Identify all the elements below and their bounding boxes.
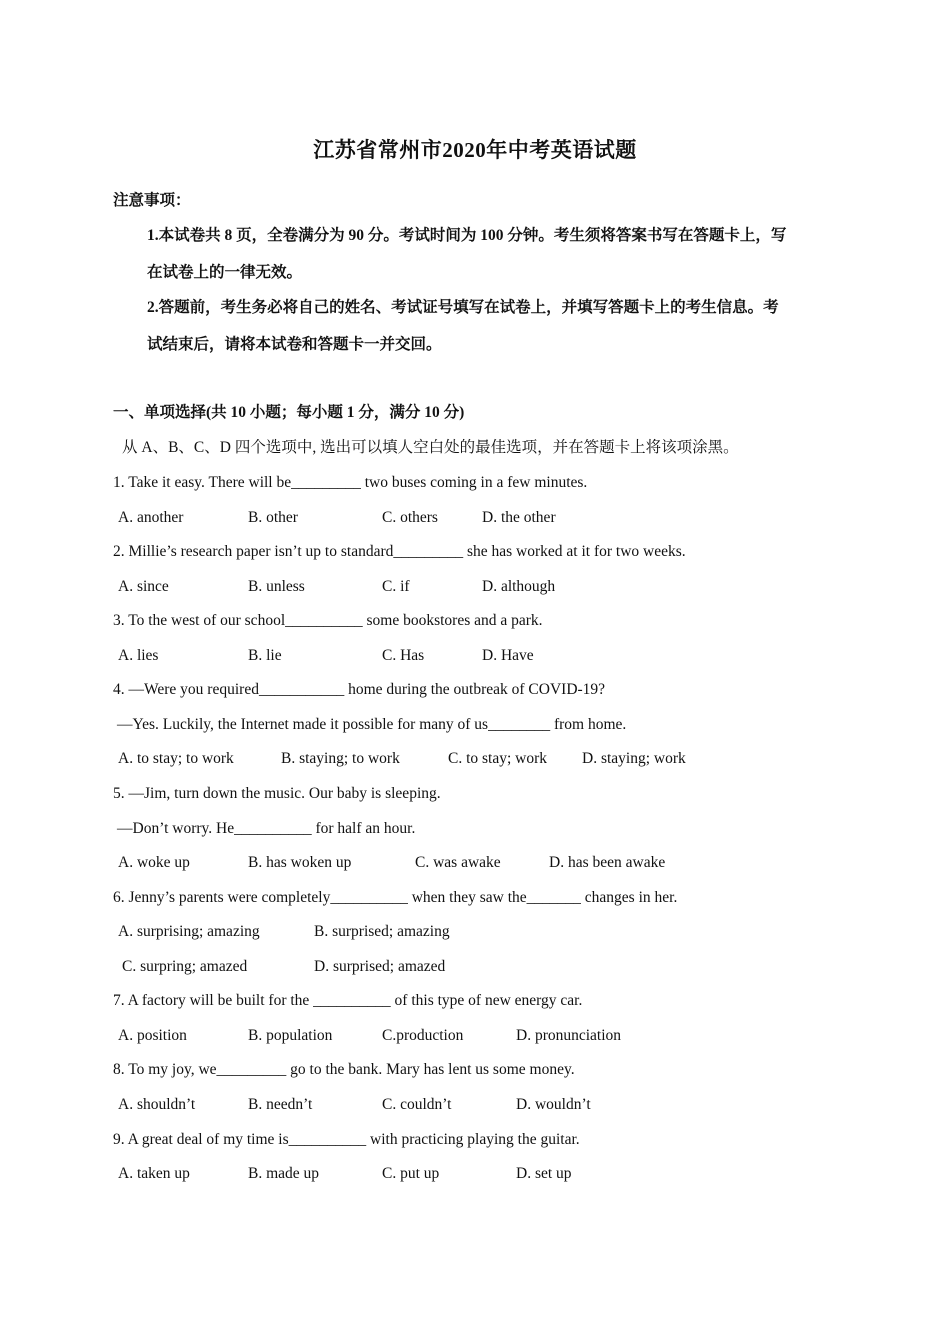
question-9-option-d: D. set up (516, 1165, 572, 1182)
question-5-stem-2: —Don’t worry. He__________ for half an hour. (117, 820, 416, 837)
question-7-option-c: C.production (382, 1027, 464, 1044)
question-8-stem: 8. To my joy, we_________ go to the bank. Mary has lent us some money. (113, 1061, 575, 1078)
question-5-option-d: D. has been awake (549, 854, 666, 871)
question-2-option-c: C. if (382, 578, 410, 595)
question-4-option-a: A. to stay; to work (118, 750, 234, 767)
question-1-stem: 1. Take it easy. There will be_________ two buses coming in a few minutes. (113, 474, 588, 491)
question-8-option-b: B. needn’t (248, 1096, 313, 1113)
question-5-stem: 5. —Jim, turn down the music. Our baby is sleeping. (113, 785, 441, 802)
question-9-option-c: C. put up (382, 1165, 440, 1182)
question-6-stem: 6. Jenny’s parents were completely__________ when they saw the_______ changes in her. (113, 889, 678, 906)
section-1-instruction: 从 A、B、C、D 四个选项中, 选出可以填人空白处的最佳选项，并在答题卡上将该项涂黑。 (122, 439, 739, 456)
notice-item-1-line-1: 1.本试卷共 8 页，全卷满分为 90 分。考试时间为 100 分钟。考生须将答案书写在答题卡上，写 (147, 227, 787, 244)
question-9-option-b: B. made up (248, 1165, 320, 1182)
question-6-option-c: C. surpring; amazed (122, 958, 248, 975)
question-5-option-c: C. was awake (415, 854, 501, 871)
question-8-option-a: A. shouldn’t (118, 1096, 196, 1113)
question-2-stem: 2. Millie’s research paper isn’t up to standard_________ she has worked at it for two weeks. (113, 543, 686, 560)
question-9-stem: 9. A great deal of my time is__________ with practicing playing the guitar. (113, 1131, 580, 1148)
question-6-option-d: D. surprised; amazed (314, 958, 446, 975)
question-7-option-d: D. pronunciation (516, 1027, 622, 1044)
question-2-option-b: B. unless (248, 578, 305, 595)
question-7-stem: 7. A factory will be built for the __________ of this type of new energy car. (113, 992, 583, 1009)
page-title: 江苏省常州市2020年中考英语试题 (313, 138, 637, 162)
notice-item-1-line-2: 在试卷上的一律无效。 (147, 264, 303, 281)
question-4-option-d: D. staying; work (582, 750, 686, 767)
question-1-option-d: D. the other (482, 509, 556, 526)
question-4-option-c: C. to stay; work (448, 750, 548, 767)
question-7-option-b: B. population (248, 1027, 333, 1044)
question-5-option-b: B. has woken up (248, 854, 352, 871)
question-3-option-b: B. lie (248, 647, 282, 664)
question-6-option-b: B. surprised; amazing (314, 923, 450, 940)
notice-item-2-line-2: 试结束后，请将本试卷和答题卡一并交回。 (147, 336, 442, 353)
section-1-heading: 一、单项选择(共 10 小题；每小题 1 分，满分 10 分) (113, 404, 465, 421)
question-8-option-c: C. couldn’t (382, 1096, 452, 1113)
question-3-stem: 3. To the west of our school__________ some bookstores and a park. (113, 612, 543, 629)
question-5-option-a: A. woke up (118, 854, 190, 871)
notice-item-2-line-1: 2.答题前，考生务必将自己的姓名、考试证号填写在试卷上，并填写答题卡上的考生信息。考 (147, 299, 779, 316)
question-4-option-b: B. staying; to work (281, 750, 400, 767)
question-3-option-d: D. Have (482, 647, 534, 664)
question-3-option-a: A. lies (118, 647, 159, 664)
question-2-option-d: D. although (482, 578, 556, 595)
notice-heading: 注意事项： (113, 192, 191, 209)
question-3-option-c: C. Has (382, 647, 425, 664)
question-9-option-a: A. taken up (118, 1165, 190, 1182)
question-2-option-a: A. since (118, 578, 169, 595)
question-1-option-b: B. other (248, 509, 298, 526)
question-8-option-d: D. wouldn’t (516, 1096, 591, 1113)
question-1-option-a: A. another (118, 509, 184, 526)
question-1-option-c: C. others (382, 509, 438, 526)
question-6-option-a: A. surprising; amazing (118, 923, 260, 940)
question-4-stem-2: —Yes. Luckily, the Internet made it possible for many of us________ from home. (117, 716, 627, 733)
question-4-stem: 4. —Were you required___________ home during the outbreak of COVID-19? (113, 681, 606, 698)
question-7-option-a: A. position (118, 1027, 187, 1044)
